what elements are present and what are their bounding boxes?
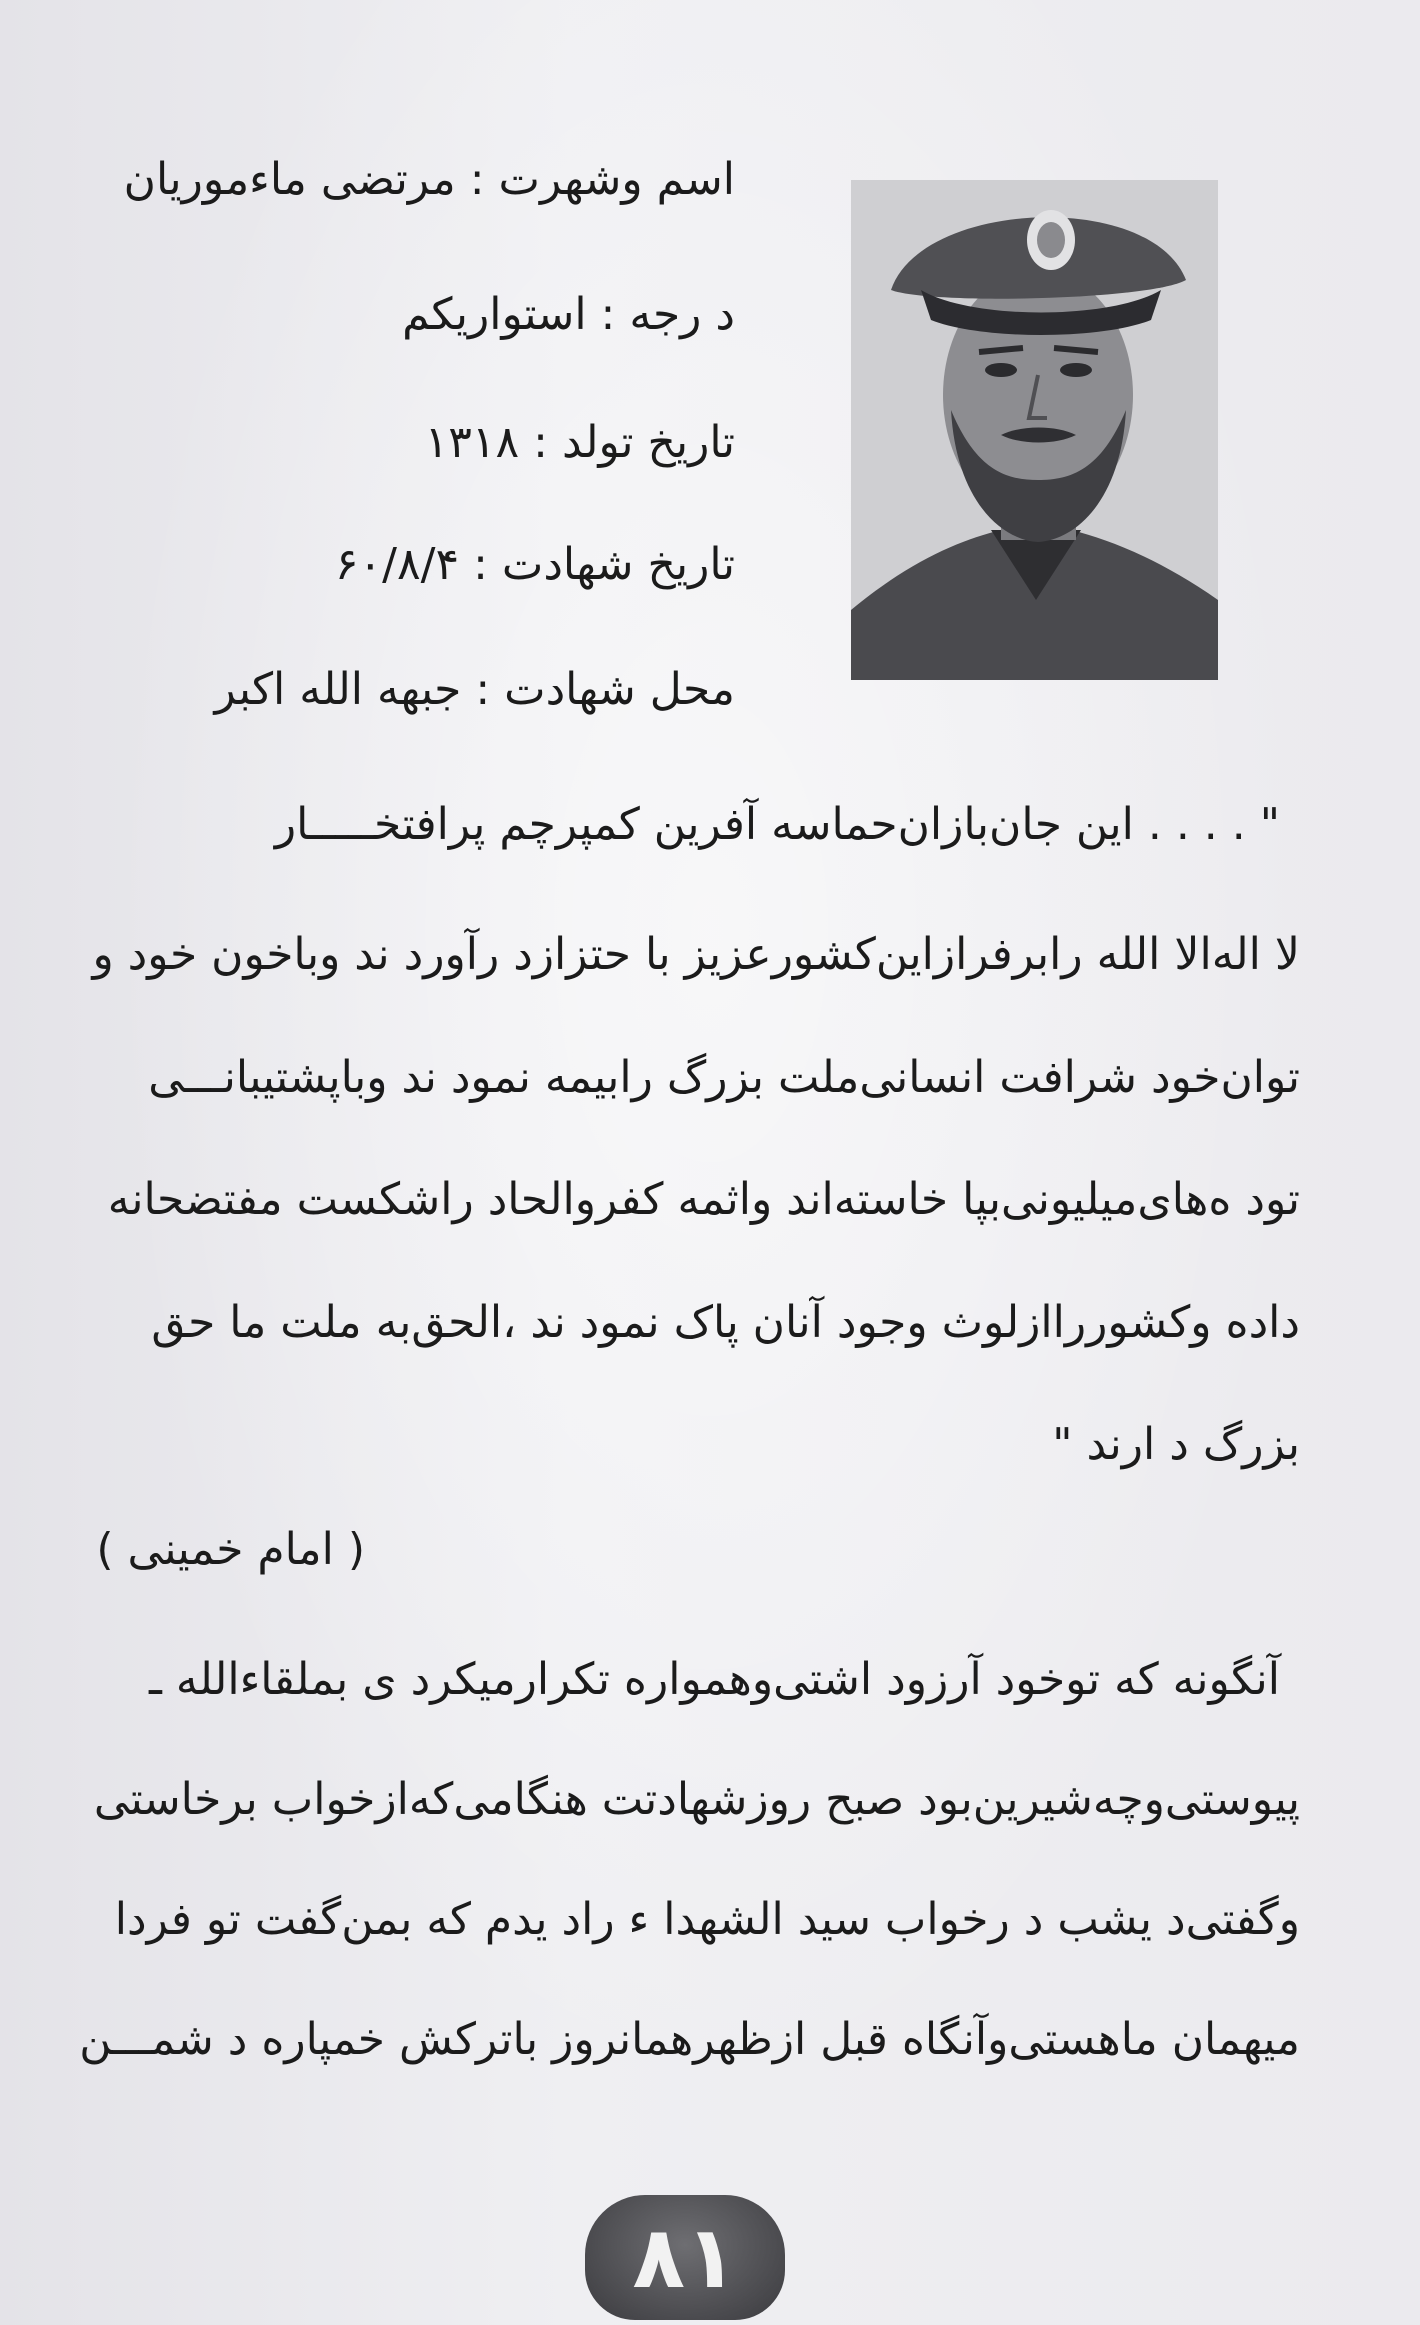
quote-line-6: بزرگ د ارند " (1052, 1419, 1300, 1470)
quote-line-4: تود ه‌های‌میلیونی‌بپا خاسته‌اند واثمه کفروالحاد راشکست مفتضحانه (107, 1174, 1300, 1225)
bio-name-line: اسم وشهرت : مرتضی ماءموریان (123, 154, 735, 205)
bio-martyrdom-date-line: تاریخ شهادت : ۶۰/۸/۴ (334, 539, 735, 590)
quote-attribution: ( امام خمینی ) (96, 1524, 365, 1575)
bio-rank-line: د رجه : استواریکم (402, 289, 735, 340)
quote-line-2: لا اله‌الا الله رابرفرازاین‌کشورعزیز با حتزازد رآورد ند وباخون خود و (92, 929, 1300, 980)
body-line-4: میهمان ماهستی‌وآنگاه قبل ازظهرهمانروز باترکش خمپاره د شمـــن (79, 2014, 1300, 2065)
bio-martyrdom-place-line: محل شهادت : جبهه الله اکبر (214, 664, 735, 715)
portrait-photo (851, 180, 1218, 680)
quote-line-1: " . . . . این جان‌بازان‌حماسه آفرین کمپرچم پرافتخـــــار (274, 799, 1280, 850)
bio-birth-line: تاریخ تولد : ۱۳۱۸ (424, 417, 735, 468)
body-line-2: پیوستی‌وچه‌شیرین‌بود صبح روزشهادتت هنگامی‌که‌ازخواب برخاستی (93, 1774, 1300, 1825)
body-line-1: آنگونه که توخود آرزود اشتی‌وهمواره تکرارمیکرد ی بملقاءالله ـ (148, 1654, 1280, 1705)
body-line-3: وگفتی‌د یشب د رخواب سید الشهدا ء راد یدم که بمن‌گفت تو فردا (114, 1894, 1300, 1945)
page-number-badge (585, 2195, 785, 2320)
portrait-illustration (851, 180, 1218, 680)
quote-line-5: داده وکشورراازلوث وجود آنان پاک نمود ند ،الحق‌به ملت ما حق (151, 1297, 1300, 1348)
quote-line-3: توان‌خود شرافت انسانی‌ملت بزرگ رابیمه نمود ند وباپشتیبانـــی (148, 1052, 1300, 1103)
page-number: ۸۱ (632, 2207, 738, 2308)
